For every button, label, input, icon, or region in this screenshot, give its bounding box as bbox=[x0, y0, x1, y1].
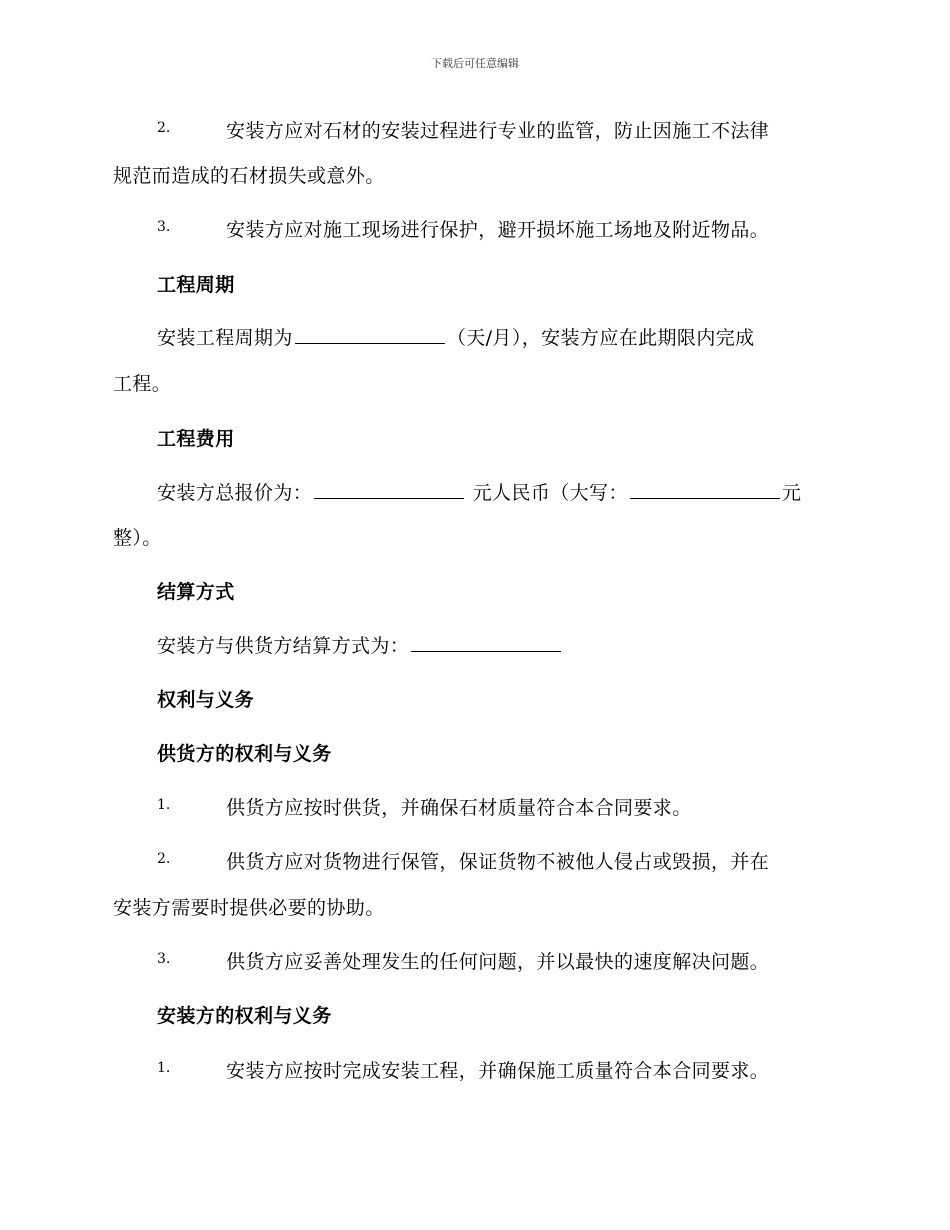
period-blank bbox=[295, 325, 445, 344]
section-heading-cost: 工程费用 bbox=[157, 428, 235, 450]
settlement-line bbox=[157, 631, 563, 658]
period-post: （天/月），安装方应在此期限内完成 bbox=[446, 327, 755, 349]
list-number: 2. bbox=[157, 851, 171, 867]
subheading-installer: 安装方的权利与义务 bbox=[157, 1005, 332, 1027]
list-item-text-cont: 安装方需要时提供必要的协助。 bbox=[113, 897, 385, 919]
section-heading-period: 工程周期 bbox=[157, 274, 235, 296]
cost-line2: 整）。 bbox=[113, 527, 162, 549]
subheading-supplier: 供货方的权利与义务 bbox=[157, 743, 332, 765]
list-number: 2. bbox=[157, 120, 171, 136]
list-item-text: 安装方应按时完成安装工程，并确保施工质量符合本合同要求。 bbox=[226, 1060, 770, 1082]
period-pre: 安装工程周期为 bbox=[157, 327, 293, 349]
list-number: 3. bbox=[157, 219, 171, 235]
settlement-blank bbox=[411, 633, 561, 652]
section-heading-rights: 权利与义务 bbox=[157, 689, 255, 711]
list-number: 3. bbox=[157, 951, 171, 967]
list-item-text-cont: 规范而造成的石材损失或意外。 bbox=[113, 165, 385, 187]
cost-pre: 安装方总报价为： bbox=[157, 482, 313, 504]
list-item-text: 供货方应按时供货，并确保石材质量符合本合同要求。 bbox=[226, 797, 692, 819]
page-header: 下载后可任意编辑 bbox=[431, 57, 519, 70]
list-number: 1. bbox=[157, 1060, 171, 1076]
cost-blank-uppercase bbox=[630, 480, 780, 499]
list-number: 1. bbox=[157, 797, 171, 813]
section-heading-settlement: 结算方式 bbox=[157, 581, 235, 603]
period-line2: 工程。 bbox=[113, 373, 172, 395]
cost-line bbox=[157, 478, 801, 505]
cost-mid: 元人民币（大写： bbox=[472, 482, 628, 504]
list-item-text: 供货方应妥善处理发生的任何问题，并以最快的速度解决问题。 bbox=[226, 951, 770, 973]
list-item-text: 安装方应对石材的安装过程进行专业的监管，防止因施工不法律 bbox=[226, 120, 770, 142]
cost-blank-amount bbox=[314, 480, 464, 499]
settlement-text: 安装方与供货方结算方式为： bbox=[157, 635, 410, 657]
list-item-text: 供货方应对货物进行保管，保证货物不被他人侵占或毁损，并在 bbox=[226, 851, 770, 873]
cost-post: 元 bbox=[781, 482, 802, 504]
list-item-text: 安装方应对施工现场进行保护，避开损坏施工场地及附近物品。 bbox=[226, 219, 770, 241]
period-line bbox=[157, 323, 755, 350]
